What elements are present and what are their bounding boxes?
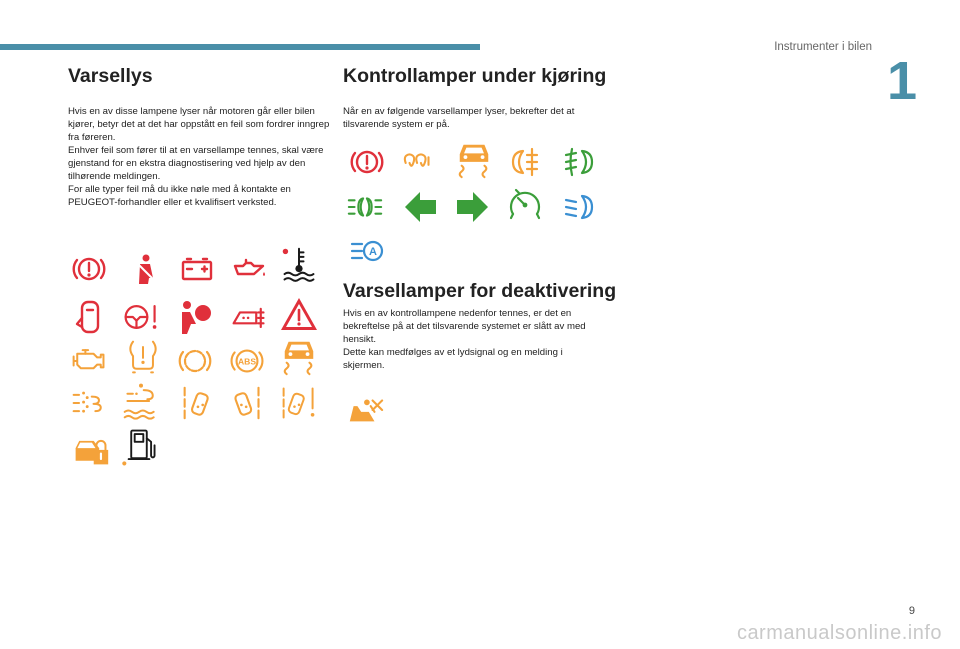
lane-keeping-deactivated-icon xyxy=(346,390,384,428)
header-accent-bar xyxy=(0,44,480,50)
deactivation-section xyxy=(343,307,605,372)
parking-brake-indicator-icon xyxy=(348,143,386,181)
power-steering-warning-icon xyxy=(122,298,160,336)
warning-lights-section xyxy=(68,66,330,209)
control-lamps-section xyxy=(343,66,607,131)
deactivation-paragraph-2: Dette kan medfølges av et lydsignal og en melding i skjermen. xyxy=(343,347,563,371)
deactivation-section-title-wrap xyxy=(343,281,623,302)
coolant-temperature-warning-icon xyxy=(280,246,318,284)
deactivation-lamps-title: Varsellamper for deaktivering xyxy=(343,280,617,302)
airbag-warning-icon xyxy=(176,298,214,336)
oil-pressure-warning-icon xyxy=(230,250,268,288)
auto-headlamp-icon-text: A xyxy=(369,246,377,258)
dipped-beam-indicator-icon xyxy=(560,188,598,226)
right-direction-indicator-icon xyxy=(453,188,491,226)
warning-paragraph-1: Hvis en av disse lampene lyser når motoren går eller bilen kjører, betyr det at det har oppstått en feil som fordrer inngrep fra føreren. xyxy=(68,106,330,144)
preheating-indicator-icon xyxy=(400,143,438,181)
left-direction-indicator-icon xyxy=(402,188,440,226)
brake-pad-wear-icon xyxy=(176,342,214,380)
control-lamps-paragraph: Når en av følgende varsellamper lyser, bekrefter det at tilsvarende system er på. xyxy=(343,106,575,131)
stability-control-active-icon xyxy=(455,141,493,179)
tyre-pressure-warning-icon xyxy=(124,338,162,376)
warning-lights-title: Varsellys xyxy=(68,65,153,87)
chapter-number: 1 xyxy=(886,51,917,111)
low-fuel-warning-icon xyxy=(120,428,158,466)
deactivation-paragraph-1: Hvis en av kontrollampene nedenfor tennes, er det en bekreftelse på at det tilsvarende systemet er slått av med hensikt. xyxy=(343,308,586,345)
stability-control-warning-icon xyxy=(280,338,318,376)
page-number: 9 xyxy=(908,605,915,617)
diesel-particle-filter-warning-icon xyxy=(70,384,108,422)
engine-malfunction-warning-icon xyxy=(70,342,108,380)
watermark: carmanualsonline.info xyxy=(736,622,942,644)
lane-departure-warning-icon xyxy=(178,384,216,422)
water-in-diesel-warning-icon xyxy=(122,382,160,420)
abs-warning-icon xyxy=(228,342,266,380)
blind-spot-warning-icon xyxy=(230,384,268,422)
brake-warning-icon xyxy=(70,250,108,288)
front-fog-lamp-indicator-icon xyxy=(560,143,598,181)
speed-limiter-indicator-icon xyxy=(506,186,544,224)
seatbelt-warning-icon xyxy=(126,250,164,288)
chapter-title: Instrumenter i bilen xyxy=(774,41,872,53)
rear-fog-lamp-indicator-icon xyxy=(507,143,545,181)
door-open-warning-icon xyxy=(70,298,108,336)
warning-paragraph-3: For alle typer feil må du ikke nøle med å kontakte en PEUGEOT-forhandler eller et kvalifisert verksted. xyxy=(68,184,291,209)
control-lamps-title: Kontrollamper under kjøring xyxy=(343,65,607,87)
lane-keeping-fault-warning-icon xyxy=(280,384,318,422)
sidelamps-indicator-icon xyxy=(346,188,384,226)
battery-warning-icon xyxy=(178,250,216,288)
automatic-gearbox-warning-icon xyxy=(230,298,268,336)
warning-paragraph-2: Enhver feil som fører til at en varsellampe tennes, skal være gjenstand for en ekstra diagnostisering ved hjelp av den tilhørende meldingen. xyxy=(68,145,324,183)
automatic-headlamp-indicator-icon xyxy=(348,232,386,270)
stop-warning-triangle-icon xyxy=(280,296,318,334)
anti-theft-alarm-warning-icon xyxy=(72,430,110,468)
abs-icon-text: ABS xyxy=(237,356,257,367)
